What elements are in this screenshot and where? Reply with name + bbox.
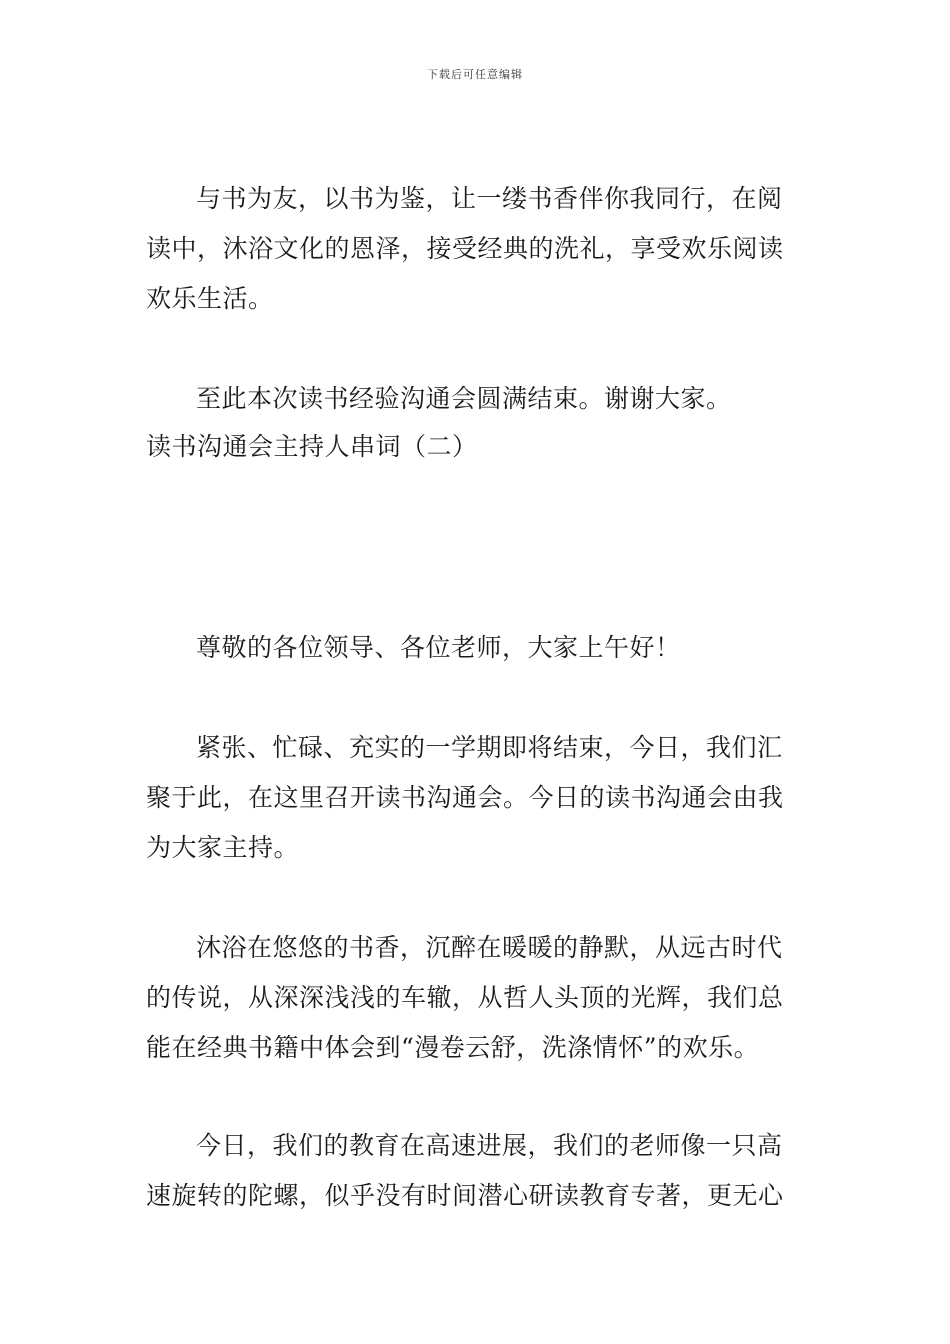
section-title <box>146 422 806 472</box>
paragraph-greeting <box>146 623 806 673</box>
paragraph-closing <box>146 374 806 424</box>
text-line: 欢乐生活。 <box>146 284 274 313</box>
text-line: 聚于此，在这里召开读书沟通会。今日的读书沟通会由我 <box>146 783 784 812</box>
text-line: 至此本次读书经验沟通会圆满结束。谢谢大家。 <box>196 384 732 413</box>
paragraph-education <box>146 1121 806 1221</box>
text-line: 紧张、忙碌、充实的一学期即将结束，今日，我们汇 <box>196 733 783 762</box>
text-line: 为大家主持。 <box>146 833 300 862</box>
section-title-text: 读书沟通会主持人串词（二） <box>146 432 478 461</box>
paragraph-reading-friend <box>146 174 806 324</box>
text-line: 尊敬的各位领导、各位老师，大家上午好！ <box>196 633 681 662</box>
header-note: 下载后可任意编辑 <box>427 68 523 81</box>
paragraph-intro <box>146 723 806 873</box>
text-line: 今日，我们的教育在高速进展，我们的老师像一只高 <box>196 1131 783 1160</box>
text-line: 能在经典书籍中体会到“漫卷云舒，洗涤情怀”的欢乐。 <box>146 1033 760 1062</box>
text-line: 读中，沐浴文化的恩泽，接受经典的洗礼，享受欢乐阅读 <box>146 234 784 263</box>
text-line: 沐浴在悠悠的书香，沉醉在暖暖的静默，从远古时代 <box>196 933 783 962</box>
paragraph-book-fragrance <box>146 923 806 1073</box>
text-line: 速旋转的陀螺，似乎没有时间潜心研读教育专著，更无心 <box>146 1181 784 1210</box>
text-line: 的传说，从深深浅浅的车辙，从哲人头顶的光辉，我们总 <box>146 983 784 1012</box>
text-line: 与书为友，以书为鉴，让一缕书香伴你我同行，在阅 <box>196 184 783 213</box>
